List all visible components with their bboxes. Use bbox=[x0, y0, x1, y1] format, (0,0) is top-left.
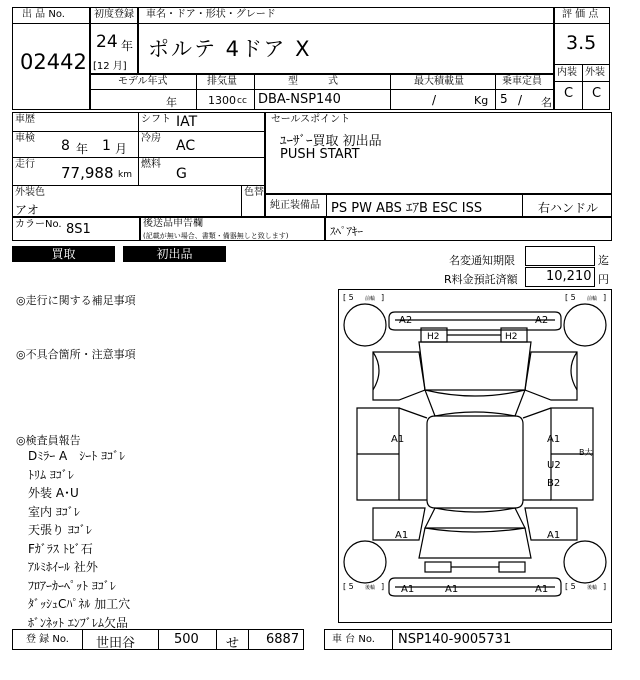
registration-month: [12 月] bbox=[93, 61, 127, 72]
deadline-label: 名変通知期限 bbox=[449, 254, 515, 267]
load-label: 最大積載量 bbox=[414, 76, 464, 87]
capacity-value: 5 bbox=[500, 92, 508, 106]
chassis-label: 車 台 No. bbox=[332, 634, 375, 645]
mileage-value: 77,988 bbox=[61, 164, 114, 182]
svg-text:[ 5: [ 5 bbox=[343, 582, 354, 591]
svg-text:[ 5: [ 5 bbox=[343, 293, 354, 302]
inspection-year: 8 bbox=[61, 138, 70, 154]
exterior-grade: C bbox=[592, 86, 602, 101]
first-listing-badge: 初出品 bbox=[123, 246, 226, 262]
capacity-label: 乗車定員 bbox=[502, 76, 542, 87]
fuel-value: G bbox=[176, 166, 187, 182]
inspector-line: Dﾐﾗｰ A ｼｰﾄ ﾖｺﾞﾚ bbox=[28, 449, 126, 463]
svg-text:]: ] bbox=[603, 582, 607, 591]
sales-line2: PUSH START bbox=[280, 147, 360, 162]
ext-color-label: 外装色 bbox=[15, 187, 45, 198]
buy-badge: 買取 bbox=[12, 246, 115, 262]
lot-number: 02442 bbox=[20, 50, 87, 74]
recycle-unit: 円 bbox=[598, 273, 609, 286]
ext-color-value: アオ bbox=[15, 203, 39, 217]
score-value: 3.5 bbox=[566, 32, 597, 54]
inspector-line: ｱﾙﾐﾎｲｰﾙ 社外 bbox=[28, 560, 98, 574]
handle-value: 右ハンドル bbox=[538, 201, 599, 215]
svg-text:A1: A1 bbox=[395, 530, 409, 541]
svg-text:前輪: 前輪 bbox=[365, 296, 376, 302]
registration-label: 初度登録 bbox=[94, 9, 134, 20]
inspection-label: 車検 bbox=[15, 133, 35, 144]
equipment-label: 純正装備品 bbox=[270, 200, 320, 211]
reg-class: 500 bbox=[174, 632, 199, 647]
inspector-line: 天張り ﾖｺﾞﾚ bbox=[28, 523, 92, 537]
color-no-label: カラーNo. bbox=[15, 219, 62, 230]
shift-value: IAT bbox=[176, 114, 198, 130]
sales-line1: ﾕｰｻﾞｰ買取 初出品 bbox=[280, 134, 382, 149]
reg-area: 世田谷 bbox=[96, 636, 136, 651]
driving-notes-label: ◎走行に関する補足事項 bbox=[16, 294, 136, 307]
model-year-unit: 年 bbox=[166, 96, 177, 109]
svg-text:H2: H2 bbox=[427, 332, 440, 342]
displacement-label: 排気量 bbox=[207, 76, 237, 87]
inspector-line: ﾎﾞﾝﾈｯﾄ ｴﾝﾌﾞﾚﾑ欠品 bbox=[28, 616, 128, 630]
color-change-label: 色替 bbox=[244, 187, 264, 198]
svg-text:A2: A2 bbox=[535, 315, 549, 326]
chassis-number: NSP140-9005731 bbox=[398, 632, 512, 647]
equipment-items: PS PW ABS ｴｱB ESC ISS bbox=[331, 201, 483, 216]
ac-label: 冷房 bbox=[141, 133, 161, 144]
type-label: 型 式 bbox=[288, 76, 338, 87]
svg-text:A1: A1 bbox=[535, 584, 549, 595]
interior-label: 内装 bbox=[557, 67, 577, 78]
inspector-line: 室内 ﾖｺﾞﾚ bbox=[28, 505, 80, 519]
inspector-line: 外装 A･U bbox=[28, 486, 79, 500]
reg-kana: せ bbox=[226, 636, 240, 651]
svg-text:A1: A1 bbox=[547, 530, 561, 541]
after-value-box bbox=[325, 217, 612, 241]
sales-label: セールスポイント bbox=[271, 114, 351, 125]
reg-number: 6887 bbox=[266, 632, 300, 647]
car-diagram bbox=[338, 289, 612, 623]
inspector-line: ﾌﾛｱｰｶｰﾍﾟｯﾄ ﾖｺﾞﾚ bbox=[28, 579, 116, 593]
history-label: 車歴 bbox=[15, 114, 35, 125]
svg-text:B大: B大 bbox=[579, 448, 593, 457]
svg-text:]: ] bbox=[381, 582, 385, 591]
interior-grade: C bbox=[564, 86, 574, 101]
after-label: 後送品申告欄 bbox=[143, 218, 203, 229]
model-year-label: モデル年式 bbox=[118, 76, 168, 87]
fuel-label: 燃料 bbox=[141, 159, 161, 170]
displacement-unit: cc bbox=[237, 96, 247, 106]
registration-year: 24 bbox=[96, 32, 118, 52]
svg-text:後輪: 後輪 bbox=[587, 585, 598, 591]
recycle-value: 10,210 bbox=[546, 269, 592, 284]
load-unit: Kg bbox=[474, 94, 489, 107]
score-label: 評 価 点 bbox=[562, 9, 599, 20]
inspection-year-unit: 年 bbox=[76, 142, 89, 156]
displacement-value: 1300 bbox=[208, 94, 236, 107]
deadline-field bbox=[525, 246, 595, 266]
shift-label: シフト bbox=[141, 114, 171, 125]
color-no-value: 8S1 bbox=[66, 222, 91, 237]
lot-label: 出 品 No. bbox=[22, 9, 65, 20]
mileage-label: 走行 bbox=[15, 159, 35, 170]
inspector-line: ﾄﾘﾑ ﾖｺﾞﾚ bbox=[28, 468, 74, 482]
svg-text:B2: B2 bbox=[547, 478, 561, 489]
recycle-label: R料金預託済額 bbox=[444, 273, 518, 286]
inspection-month-unit: 月 bbox=[115, 142, 128, 156]
defects-label: ◎不具合箇所・注意事項 bbox=[16, 348, 136, 361]
inspection-month: 1 bbox=[102, 138, 111, 154]
reg-no-label: 登 録 No. bbox=[26, 634, 69, 645]
exterior-label: 外装 bbox=[585, 67, 605, 78]
svg-text:[ 5: [ 5 bbox=[565, 293, 576, 302]
car-name-label: 車名・ドア・形状・グレード bbox=[146, 9, 276, 20]
svg-text:]: ] bbox=[603, 293, 607, 302]
after-value: ｽﾍﾟｱｷｰ bbox=[330, 225, 363, 238]
svg-text:A1: A1 bbox=[445, 584, 459, 595]
type-value: DBA-NSP140 bbox=[258, 92, 341, 107]
car-diagram-svg bbox=[339, 290, 611, 622]
capacity-slash: / bbox=[518, 93, 523, 107]
inspector-line: Fｶﾞﾗｽ ﾄﾋﾞ石 bbox=[28, 542, 93, 556]
svg-text:前輪: 前輪 bbox=[587, 296, 598, 302]
svg-text:A2: A2 bbox=[399, 315, 413, 326]
car-name: ポルテ 4ドア X bbox=[148, 37, 312, 61]
svg-text:U2: U2 bbox=[547, 460, 561, 471]
inspector-line: ﾀﾞｯｼｭCﾊﾟﾈﾙ 加工穴 bbox=[28, 597, 131, 611]
capacity-suffix: 名 bbox=[541, 96, 552, 109]
svg-text:]: ] bbox=[381, 293, 385, 302]
svg-text:A1: A1 bbox=[391, 434, 405, 445]
mileage-unit: km bbox=[118, 170, 132, 180]
svg-text:A1: A1 bbox=[401, 584, 415, 595]
svg-text:[ 5: [ 5 bbox=[565, 582, 576, 591]
registration-year-unit: 年 bbox=[121, 39, 134, 53]
load-slash: / bbox=[432, 93, 437, 107]
inspector-label: ◎検査員報告 bbox=[16, 434, 81, 447]
after-note: (記載が無い場合、書類・備器無しと致します) bbox=[143, 232, 289, 240]
deadline-unit: 迄 bbox=[598, 254, 609, 267]
svg-text:H2: H2 bbox=[505, 332, 518, 342]
svg-text:後輪: 後輪 bbox=[365, 585, 376, 591]
svg-text:A1: A1 bbox=[547, 434, 561, 445]
ac-value: AC bbox=[176, 138, 196, 154]
